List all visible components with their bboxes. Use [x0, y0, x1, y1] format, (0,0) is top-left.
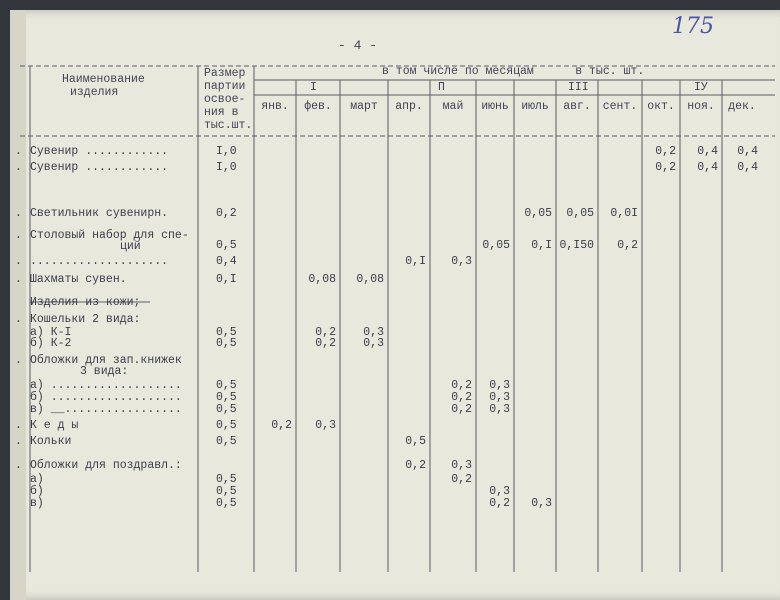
row-lot-size: I,0 [216, 161, 237, 174]
row-item-name: б) К-2 [30, 337, 72, 350]
row-item-name: К е д ы [30, 419, 79, 432]
month-header-2: фев. [304, 100, 332, 113]
month-header-4: апр. [395, 100, 423, 113]
row-number: . [15, 459, 22, 472]
row-lot-size: 0,5 [216, 485, 237, 498]
row-month-value: 0,2 [451, 473, 472, 486]
month-header-11: ноя. [687, 100, 715, 113]
row-month-value: 0,2 [451, 391, 472, 404]
row-month-value: 0,2 [655, 161, 676, 174]
row-number: . [15, 255, 22, 268]
row-number: . [15, 435, 22, 448]
row-month-value: 0,I [531, 239, 552, 252]
row-lot-size: 0,5 [216, 403, 237, 416]
row-item-name: .................... [30, 255, 169, 268]
row-month-value: 0,08 [308, 273, 336, 286]
row-lot-size: 0,2 [216, 207, 237, 220]
row-month-value: 0,3 [531, 497, 552, 510]
header-lot-line4: ния в [204, 106, 239, 119]
row-item-name: а) ................... [30, 379, 182, 392]
row-lot-size: 0,5 [216, 435, 237, 448]
row-number: . [15, 207, 22, 220]
row-month-value: 0,I [405, 255, 426, 268]
row-number: . [15, 145, 22, 158]
row-lot-size: 0,4 [216, 255, 237, 268]
row-month-value: 0,2 [315, 337, 336, 350]
row-item-name: Сувенир ............ [30, 161, 169, 174]
row-month-value: 0,05 [524, 207, 552, 220]
row-lot-size: 0,5 [216, 473, 237, 486]
row-month-value: 0,2 [271, 419, 292, 432]
row-month-value: 0,3 [489, 391, 510, 404]
header-name-line1: Наименование [62, 73, 145, 86]
header-lot-line5: тыс.шт. [204, 119, 253, 132]
header-lot-line3: освое- [204, 93, 246, 106]
handwritten-page-number: 175 [672, 14, 714, 39]
row-item-name: б) [30, 485, 44, 498]
row-item-name: Столовый набор для спе- [30, 229, 189, 242]
row-month-value: 0,5 [405, 435, 426, 448]
row-number: . [15, 229, 22, 242]
header-quarter-2: П [438, 81, 445, 94]
row-item-name: Шахматы сувен. [30, 273, 127, 286]
row-month-value: 0,08 [356, 273, 384, 286]
month-header-9: сент. [602, 100, 638, 113]
row-lot-size: 0,5 [216, 379, 237, 392]
row-item-name-cont: 3 вида: [80, 365, 129, 378]
row-item-name: Изделия из кожи; [30, 296, 141, 309]
month-header-8: авг. [563, 100, 591, 113]
row-month-value: 0,3 [451, 459, 472, 472]
row-month-value: 0,2 [489, 497, 510, 510]
row-month-value: 0,2 [451, 379, 472, 392]
row-lot-size: I,0 [216, 145, 237, 158]
row-month-value: 0,4 [737, 161, 758, 174]
month-header-3: март [350, 100, 378, 113]
row-lot-size: 0,5 [216, 337, 237, 350]
month-header-12: дек. [728, 100, 756, 113]
row-item-name-cont: ций [120, 240, 141, 253]
row-month-value: 0,2 [315, 326, 336, 339]
row-month-value: 0,2 [405, 459, 426, 472]
header-quarter-1: I [310, 81, 317, 94]
row-month-value: 0,05 [482, 239, 510, 252]
row-month-value: 0,3 [363, 326, 384, 339]
row-month-value: 0,2 [617, 239, 638, 252]
row-item-name: Светильник сувенирн. [30, 207, 169, 220]
row-item-name: в) __................. [30, 403, 182, 416]
row-month-value: 0,I50 [559, 239, 594, 252]
page-number: - 4 - [338, 38, 378, 53]
row-lot-size: 0,5 [216, 391, 237, 404]
month-header-6: июнь [481, 100, 509, 113]
row-number: . [15, 313, 22, 326]
row-number: . [15, 273, 22, 286]
row-item-name: б) ................... [30, 391, 182, 404]
row-item-name: а) К-I [30, 326, 72, 339]
row-number: . [15, 419, 22, 432]
row-lot-size: 0,I [216, 273, 237, 286]
row-item-name: Сувенир ............ [30, 145, 169, 158]
row-number: . [15, 354, 22, 367]
row-month-value: 0,2 [655, 145, 676, 158]
month-header-10: окт. [647, 100, 675, 113]
row-month-value: 0,05 [566, 207, 594, 220]
row-lot-size: 0,5 [216, 419, 237, 432]
header-quarter-4: IУ [694, 81, 708, 94]
row-lot-size: 0,5 [216, 326, 237, 339]
row-month-value: 0,4 [697, 161, 718, 174]
row-lot-size: 0,5 [216, 497, 237, 510]
month-header-7: июль [521, 100, 549, 113]
row-item-name: Кошельки 2 вида: [30, 313, 141, 326]
row-item-name: Обложки для зап.книжек [30, 354, 182, 367]
row-month-value: 0,4 [737, 145, 758, 158]
row-item-name: Кольки [30, 435, 72, 448]
row-month-value: 0,3 [451, 255, 472, 268]
header-lot-line1: Размер [204, 67, 246, 80]
row-month-value: 0,4 [697, 145, 718, 158]
header-months-super: в том числе по месяцам в тыс. шт. [382, 65, 645, 78]
row-lot-size: 0,5 [216, 239, 237, 252]
month-header-1: янв. [261, 100, 289, 113]
row-month-value: 0,3 [489, 403, 510, 416]
header-name-line2: изделия [70, 86, 119, 99]
row-item-name: Обложки для поздравл.: [30, 459, 182, 472]
row-month-value: 0,3 [363, 337, 384, 350]
row-item-name: а) [30, 473, 44, 486]
row-month-value: 0,3 [315, 419, 336, 432]
header-quarter-3: III [568, 81, 589, 94]
row-month-value: 0,0I [610, 207, 638, 220]
row-month-value: 0,2 [451, 403, 472, 416]
month-header-5: май [442, 100, 464, 113]
row-month-value: 0,3 [489, 485, 510, 498]
row-item-name: в) [30, 497, 44, 510]
row-month-value: 0,3 [489, 379, 510, 392]
header-lot-line2: партии [204, 80, 246, 93]
row-number: . [15, 161, 22, 174]
